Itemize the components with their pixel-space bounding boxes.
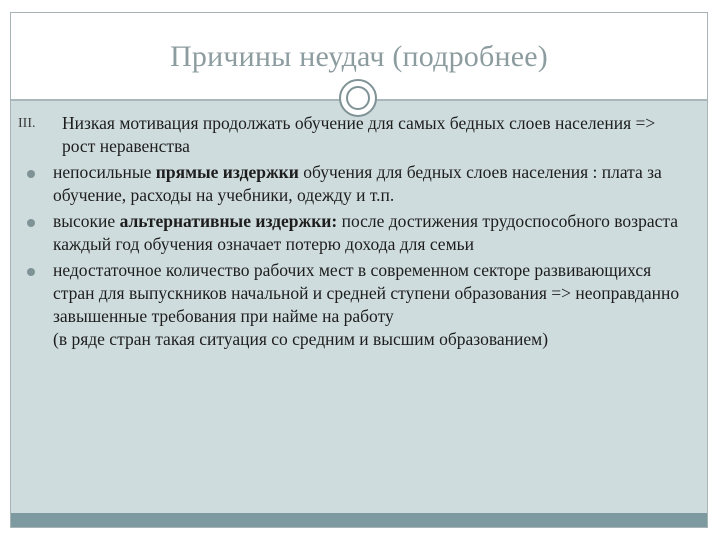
circle-ornament-inner bbox=[346, 86, 370, 110]
list-item-text-bold: альтернативные издержки: bbox=[119, 211, 338, 231]
content-list bbox=[18, 112, 688, 354]
list-item-note: (в ряде стран такая ситуация со средним и высшим образованием) bbox=[53, 329, 549, 349]
slide-title: Причины неудач (подробнее) bbox=[170, 40, 548, 73]
bullet-icon bbox=[27, 170, 35, 178]
list-item-text-pre: непосильные bbox=[53, 162, 156, 182]
list-item-jobs bbox=[18, 259, 688, 351]
bullet-icon bbox=[27, 219, 35, 227]
list-item-opportunity-costs bbox=[18, 210, 688, 256]
bullet-icon bbox=[27, 268, 35, 276]
list-item-text-post: обучения для бедных слоев населения : плата за обучение, расходы на учебники, одежду и т.п. bbox=[53, 162, 662, 205]
list-item-roman bbox=[18, 112, 688, 158]
list-item-text: Низкая мотивация продолжать обучение для самых бедных слоев населения => рост неравенства bbox=[62, 113, 656, 156]
list-item-text-pre: высокие bbox=[53, 211, 120, 231]
list-item-direct-costs bbox=[18, 161, 688, 207]
list-item-text-bold: прямые издержки bbox=[155, 162, 299, 182]
list-item-text-post: после достижения трудоспособного возраста каждый год обучения означает потерю дохода для семьи bbox=[53, 211, 678, 254]
list-item-text: недостаточное количество рабочих мест в современном секторе развивающихся стран для выпускников начальной и средней ступени образования => неоправданно завышенные требования при найме на работу bbox=[53, 260, 680, 326]
bottom-bar bbox=[11, 513, 707, 527]
roman-numeral-marker: III. bbox=[18, 116, 36, 131]
